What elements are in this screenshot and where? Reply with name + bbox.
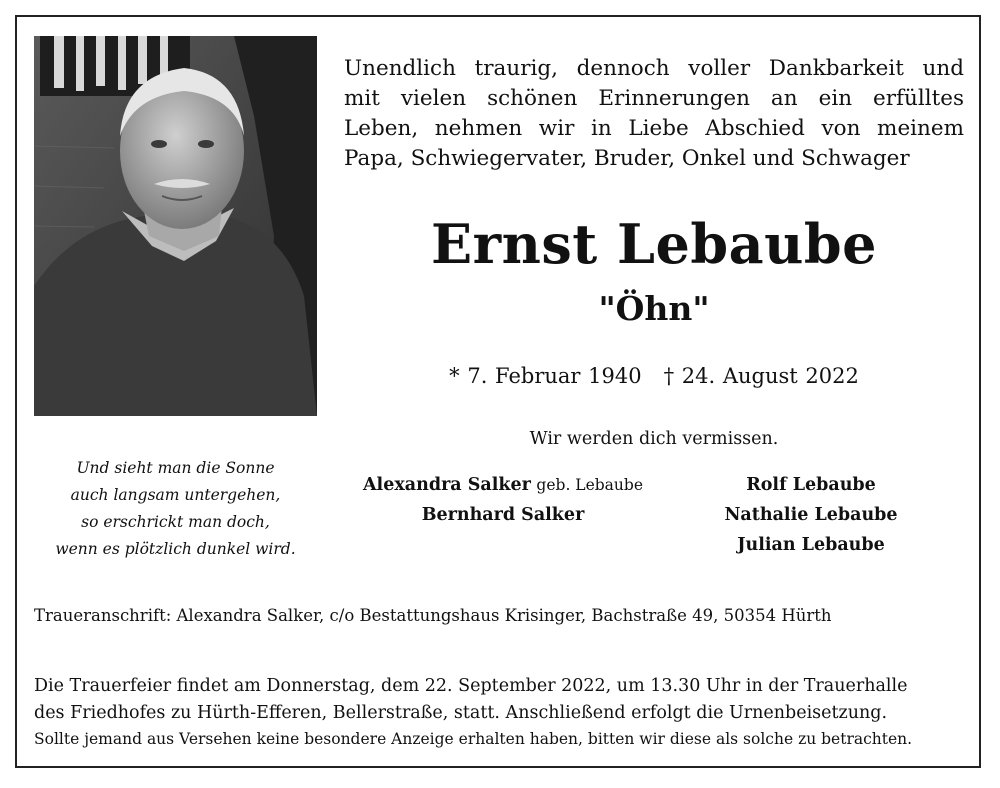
intro-text [344,54,964,174]
ceremony-line: des Friedhofes zu Hürth-Efferen, Bellerstraße, statt. Anschließend erfolgt die Urnenbeisetzung. [34,703,888,723]
family-member-name: Nathalie Lebaube [724,505,898,525]
ceremony-info [34,673,966,751]
portrait-photo [34,36,317,416]
family-left [328,470,678,530]
mourning-address: Traueranschrift: Alexandra Salker, c/o Bestattungshaus Krisinger, Bachstraße 49, 50354 Hürth [34,606,832,625]
family-member-name: Bernhard Salker [421,505,585,525]
poem-line: so erschrickt man doch, [81,513,270,531]
family-member-note: geb. Lebaube [536,476,643,494]
birth-date: * 7. Februar 1940 [449,364,642,388]
deceased-name: Ernst Lebaube [431,212,877,276]
family-member [328,470,678,500]
poem-line: Und sieht man die Sonne [76,459,275,477]
intro-line: Unendlich traurig, dennoch voller Dankbarkeit und [344,56,964,81]
ceremony-note: Sollte jemand aus Versehen keine besondere Anzeige erhalten haben, bitten wir diese als solche zu betrachten. [34,730,913,748]
intro-line: mit vielen schönen Erinnerungen an ein erfülltes [344,86,964,111]
family-member-name: Julian Lebaube [737,535,885,555]
poem-line: wenn es plötzlich dunkel wird. [55,540,296,558]
farewell-line: Wir werden dich vermissen. [529,429,779,449]
poem [34,455,317,563]
life-dates [344,360,964,392]
intro-line: Leben, nehmen wir in Liebe Abschied von meinem [344,116,964,141]
poem-line: auch langsam untergehen, [70,486,281,504]
portrait-image [34,36,317,416]
family-member-name: Alexandra Salker [362,475,531,495]
deceased-nickname: "Öhn" [598,289,710,328]
death-date: † 24. August 2022 [663,364,859,388]
family-member [328,500,678,530]
intro-line: Papa, Schwiegervater, Bruder, Onkel und Schwager [344,146,910,171]
family-right [700,470,922,560]
ceremony-line: Die Trauerfeier findet am Donnerstag, dem 22. September 2022, um 13.30 Uhr in der Trauerhalle [34,676,908,696]
family-member-name: Rolf Lebaube [746,475,876,495]
